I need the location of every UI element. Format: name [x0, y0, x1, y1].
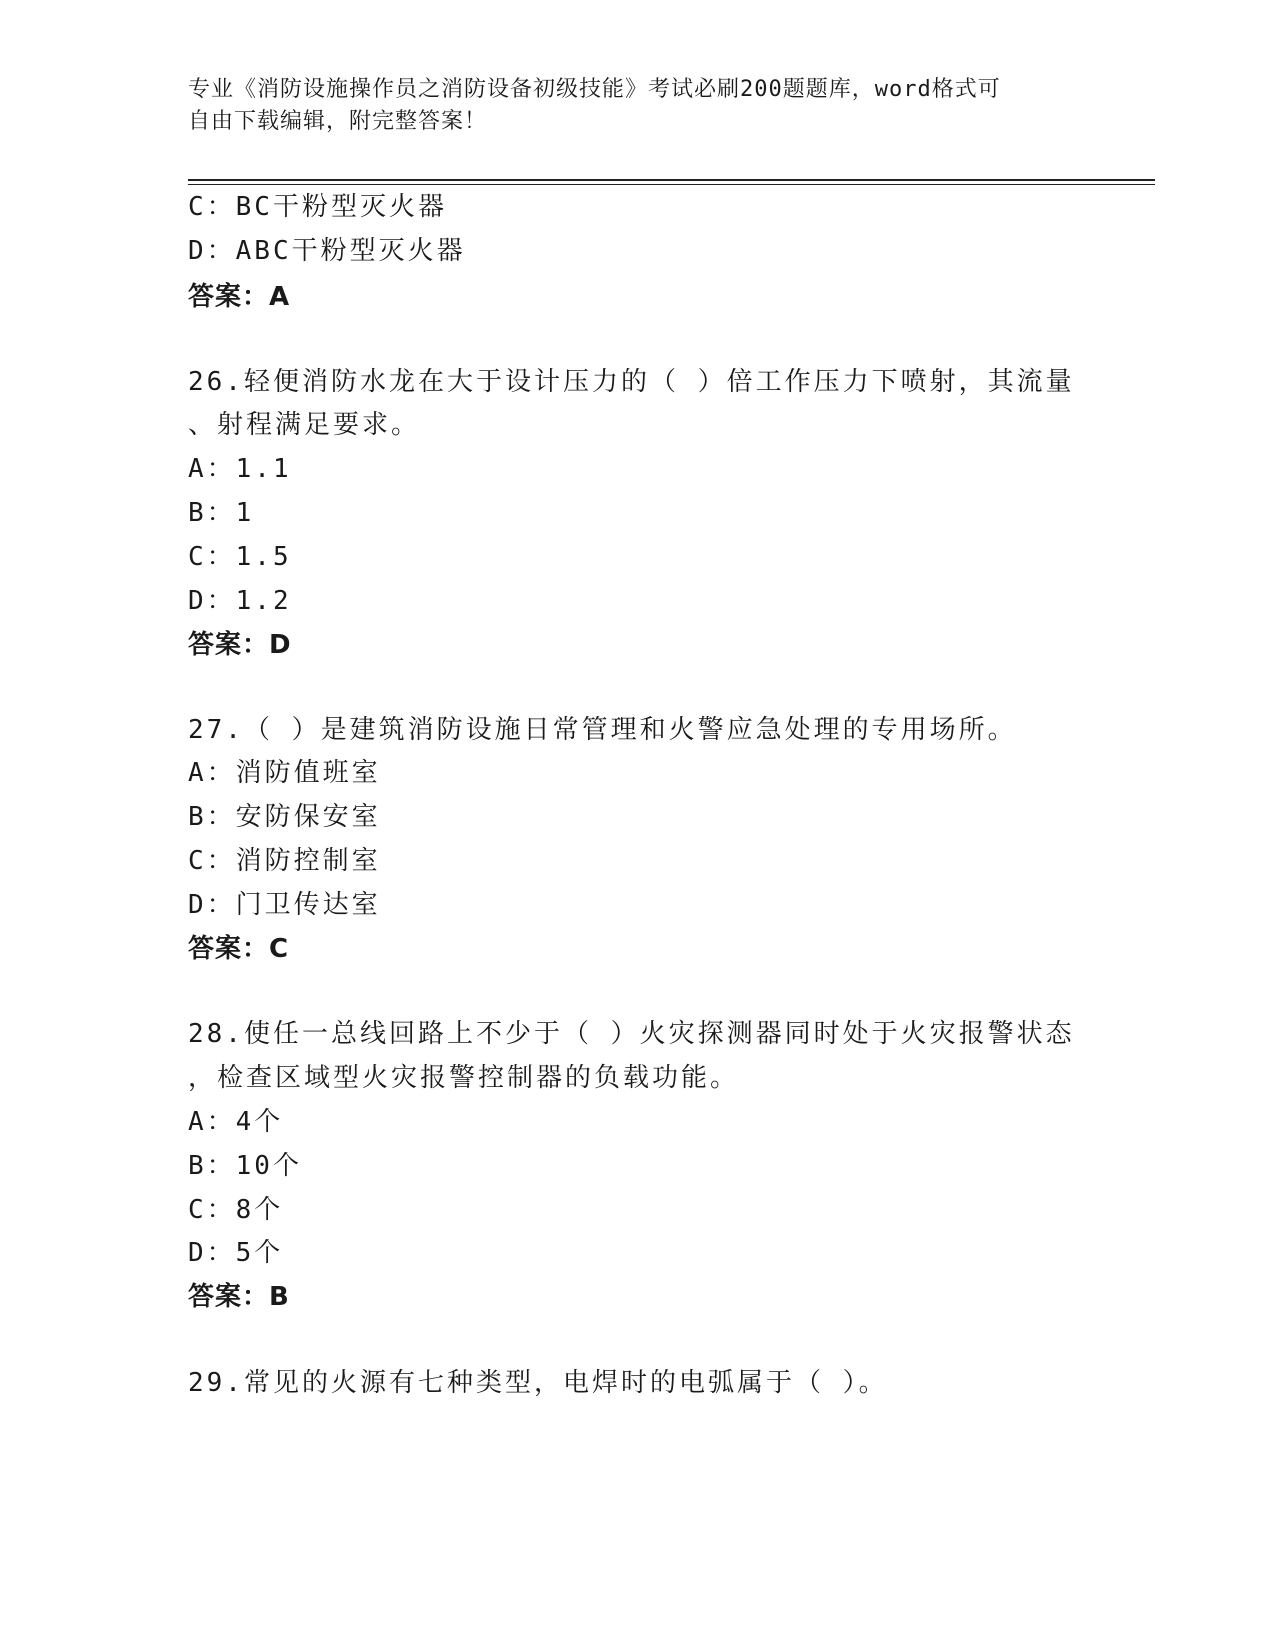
q27-option-c: C：消防控制室 [188, 846, 381, 876]
q27-option-a: A：消防值班室 [188, 758, 381, 788]
q26-stem-line-1: 26.轻便消防水龙在大于设计压力的（ ）倍工作压力下喷射，其流量 [188, 367, 1075, 397]
header-divider-thick [188, 179, 1155, 181]
q26-answer: 答案：D [188, 630, 292, 660]
q28-stem-line-1: 28.使任一总线回路上不少于（ ）火灾探测器同时处于火灾报警状态 [188, 1019, 1075, 1049]
prev-answer: 答案：A [188, 282, 291, 312]
q27-answer: 答案：C [188, 934, 290, 964]
q28-answer: 答案：B [188, 1282, 290, 1312]
q26-stem-line-2: 、射程满足要求。 [188, 410, 421, 440]
q28-option-a: A：4个 [188, 1107, 284, 1137]
q26-option-a: A：1.1 [188, 454, 292, 484]
q27-option-d: D：门卫传达室 [188, 890, 381, 920]
header-divider-thin [188, 184, 1155, 185]
q28-stem-line-2: ，检查区域型火灾报警控制器的负载功能。 [188, 1063, 740, 1093]
header-title-line-2: 自由下载编辑，附完整答案！ [188, 109, 488, 134]
q26-option-b: B：1 [188, 498, 255, 528]
prev-option-c: C：BC干粉型灭火器 [188, 192, 447, 222]
document-header [188, 74, 1088, 138]
header-title-line-1: 专业《消防设施操作员之消防设备初级技能》考试必刷200题题库，word格式可 [188, 77, 1001, 102]
q28-option-d: D：5个 [188, 1238, 284, 1268]
prev-option-d: D：ABC干粉型灭火器 [188, 236, 466, 266]
q29-stem-line-1: 29.常见的火源有七种类型，电焊时的电弧属于（ ）。 [188, 1368, 888, 1398]
q26-option-c: C：1.5 [188, 542, 292, 572]
q26-option-d: D：1.2 [188, 586, 292, 616]
q28-option-c: C：8个 [188, 1195, 284, 1225]
q28-option-b: B：10个 [188, 1151, 302, 1181]
q27-stem-line-1: 27.（ ）是建筑消防设施日常管理和火警应急处理的专用场所。 [188, 715, 1017, 745]
q27-option-b: B：安防保安室 [188, 802, 381, 832]
